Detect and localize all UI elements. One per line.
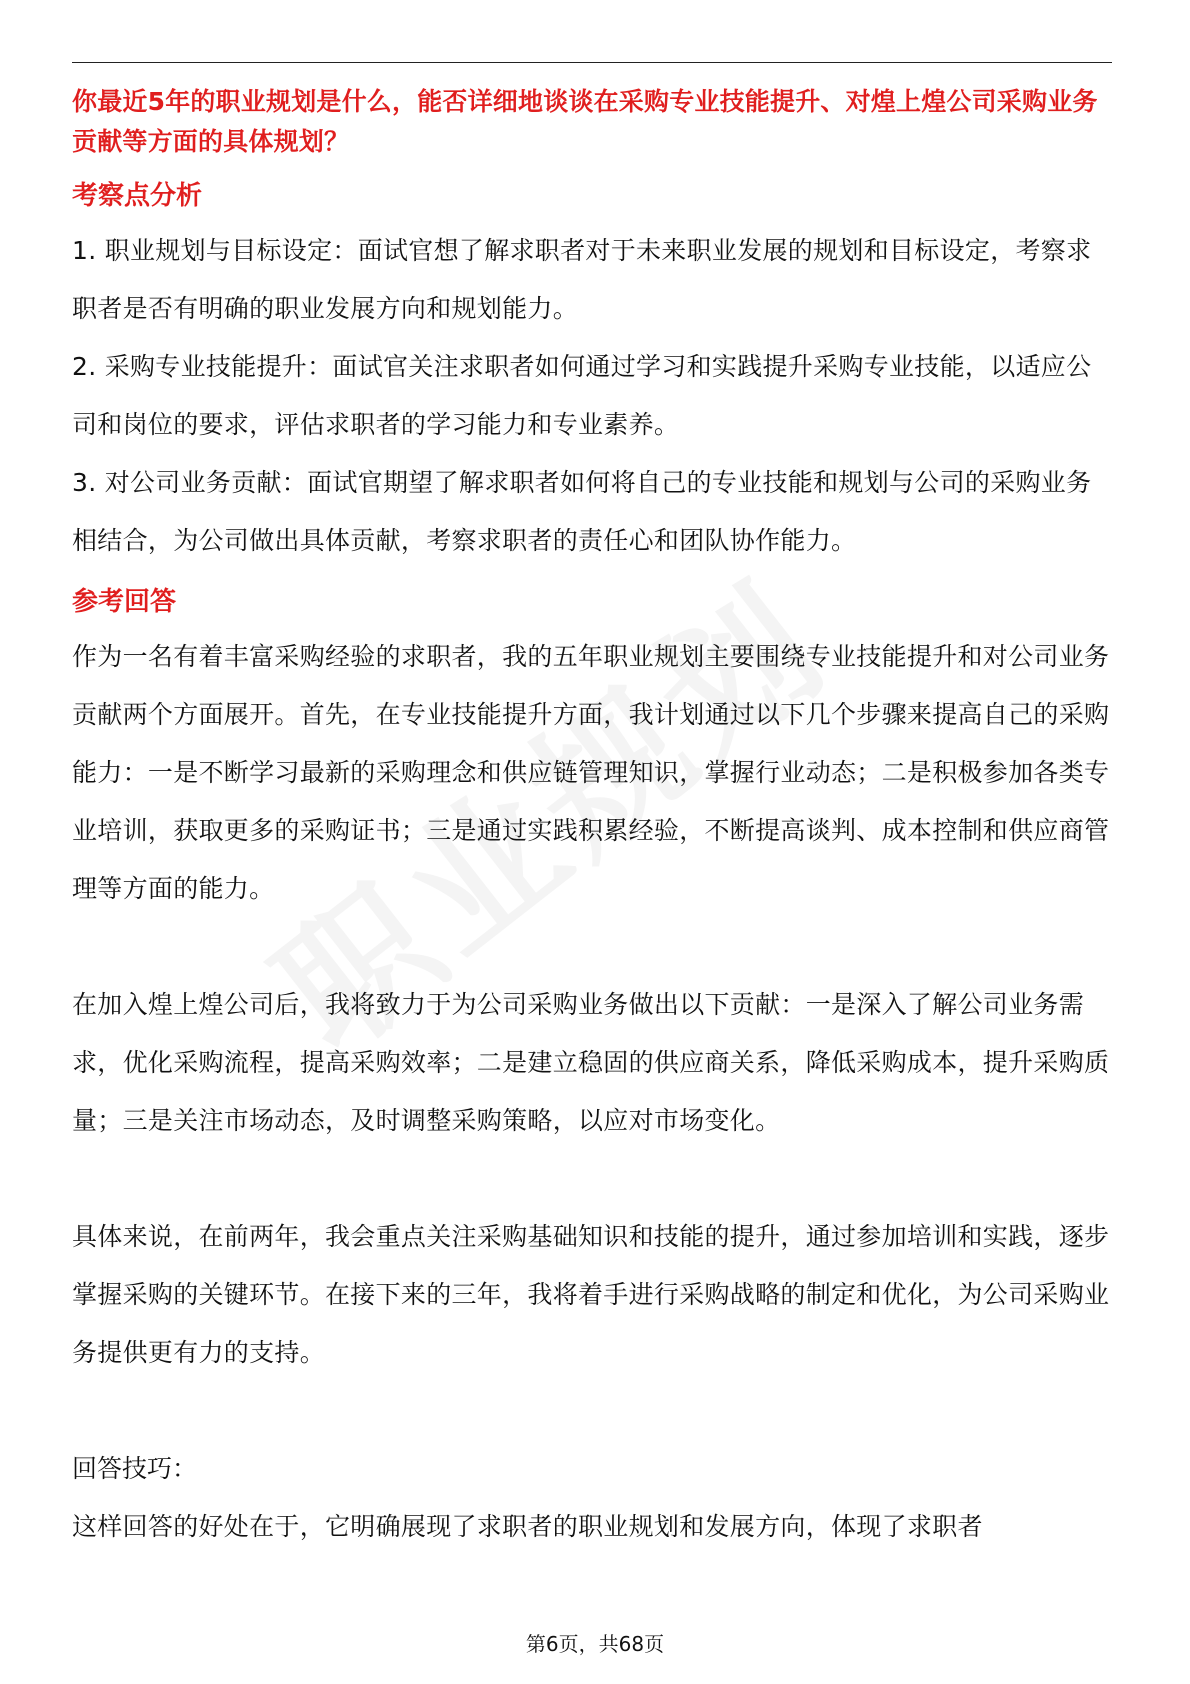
paragraph-gap (72, 918, 1112, 976)
answer-paragraph-3: 具体来说，在前两年，我会重点关注采购基础知识和技能的提升，通过参加培训和实践，逐步掌握采购的关键环节。在接下来的三年，我将着手进行采购战略的制定和优化，为公司采购业务提供更有力的支持。 (72, 1222, 1110, 1367)
paragraph-gap (72, 1382, 1112, 1440)
paragraph-gap (72, 1150, 1112, 1208)
tips-title: 回答技巧： (72, 1454, 198, 1483)
page-number: 第6页，共68页 (525, 1632, 665, 1656)
answer-title: 参考回答 (72, 587, 177, 617)
top-divider (72, 62, 1112, 63)
analysis-item-2: 2. 采购专业技能提升：面试官关注求职者如何通过学习和实践提升采购专业技能，以适应公司和岗位的要求，评估求职者的学习能力和专业素养。 (72, 352, 1092, 439)
answer-paragraph-2: 在加入煌上煌公司后，我将致力于为公司采购业务做出以下贡献：一是深入了解公司业务需求，优化采购流程，提高采购效率；二是建立稳固的供应商关系，降低采购成本，提升采购质量；三是关注市场动态，及时调整采购策略，以应对市场变化。 (72, 990, 1110, 1135)
question-heading: 你最近5年的职业规划是什么，能否详细地谈谈在采购专业技能提升、对煌上煌公司采购业务贡献等方面的具体规划？ (72, 87, 1098, 156)
answer-paragraph-1: 作为一名有着丰富采购经验的求职者，我的五年职业规划主要围绕专业技能提升和对公司业务贡献两个方面展开。首先，在专业技能提升方面，我计划通过以下几个步骤来提高自己的采购能力：一是不断学习最新的采购理念和供应链管理知识，掌握行业动态；二是积极参加各类专业培训，获取更多的采购证书；三是通过实践积累经验，不断提高谈判、成本控制和供应商管理等方面的能力。 (72, 642, 1110, 903)
analysis-title: 考察点分析 (72, 181, 203, 211)
tips-text: 这样回答的好处在于，它明确展现了求职者的职业规划和发展方向，体现了求职者 (72, 1512, 983, 1541)
analysis-item-3: 3. 对公司业务贡献：面试官期望了解求职者如何将自己的专业技能和规划与公司的采购业务相结合，为公司做出具体贡献，考察求职者的责任心和团队协作能力。 (72, 468, 1092, 555)
analysis-item-1: 1. 职业规划与目标设定：面试官想了解求职者对于未来职业发展的规划和目标设定，考察求职者是否有明确的职业发展方向和规划能力。 (72, 236, 1092, 323)
page-content (72, 82, 1112, 1556)
